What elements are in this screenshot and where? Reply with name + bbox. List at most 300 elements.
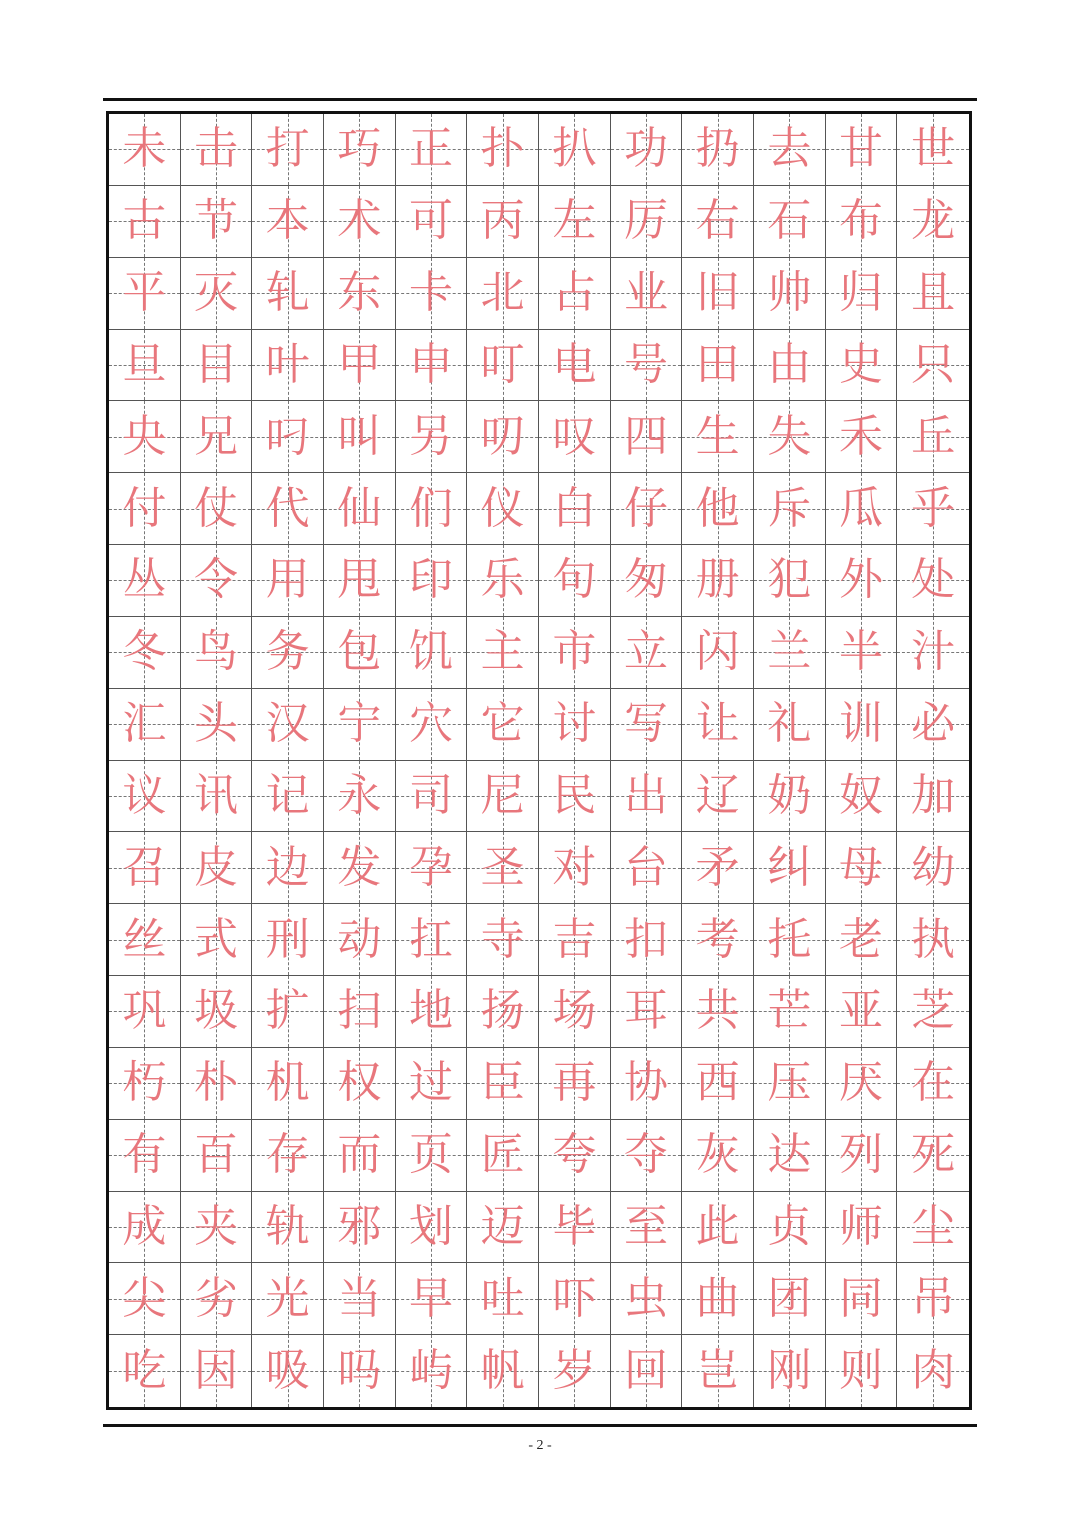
practice-character: 师 xyxy=(838,1200,883,1252)
grid-cell xyxy=(181,976,253,1048)
practice-character: 岂 xyxy=(695,1345,740,1397)
grid-cell xyxy=(324,904,396,976)
grid-cell xyxy=(396,258,468,330)
grid-cell xyxy=(682,689,754,761)
practice-character: 扫 xyxy=(337,985,382,1037)
grid-cell xyxy=(252,761,324,833)
grid-cell xyxy=(324,473,396,545)
grid-cell xyxy=(324,186,396,258)
grid-cell xyxy=(181,473,253,545)
grid-cell xyxy=(754,761,826,833)
grid-cell xyxy=(396,761,468,833)
practice-character: 屿 xyxy=(408,1345,453,1397)
practice-character: 号 xyxy=(623,338,668,390)
grid-cell xyxy=(539,1120,611,1192)
grid-cell xyxy=(611,617,683,689)
grid-cell xyxy=(897,1192,969,1264)
grid-cell xyxy=(396,1192,468,1264)
grid-cell xyxy=(611,761,683,833)
practice-character: 至 xyxy=(623,1200,668,1252)
practice-character: 只 xyxy=(911,338,956,390)
practice-character: 托 xyxy=(767,913,812,965)
grid-cell xyxy=(754,330,826,402)
grid-cell xyxy=(754,401,826,473)
grid-cell xyxy=(897,545,969,617)
practice-character: 机 xyxy=(265,1057,310,1109)
grid-cell xyxy=(611,1048,683,1120)
practice-character: 正 xyxy=(408,123,453,175)
practice-character: 代 xyxy=(265,482,310,534)
practice-character: 仪 xyxy=(480,482,525,534)
grid-cell xyxy=(324,689,396,761)
grid-cell xyxy=(611,904,683,976)
practice-character: 扒 xyxy=(552,123,597,175)
practice-character: 肉 xyxy=(911,1345,956,1397)
practice-character: 务 xyxy=(265,626,310,678)
grid-cell xyxy=(897,473,969,545)
grid-cell xyxy=(539,1048,611,1120)
grid-cell xyxy=(826,1263,898,1335)
practice-character: 协 xyxy=(623,1057,668,1109)
practice-character: 劣 xyxy=(193,1272,238,1324)
grid-cell xyxy=(611,114,683,186)
practice-character: 立 xyxy=(623,626,668,678)
grid-cell xyxy=(826,761,898,833)
practice-character: 吸 xyxy=(265,1345,310,1397)
grid-cell xyxy=(754,1048,826,1120)
grid-cell xyxy=(252,1335,324,1407)
practice-character: 训 xyxy=(838,698,883,750)
practice-character: 亚 xyxy=(838,985,883,1037)
practice-character: 礼 xyxy=(767,698,812,750)
practice-character: 刑 xyxy=(265,913,310,965)
practice-character: 右 xyxy=(695,195,740,247)
practice-character: 四 xyxy=(623,410,668,462)
grid-cell xyxy=(109,114,181,186)
practice-character: 讯 xyxy=(193,769,238,821)
grid-cell xyxy=(897,401,969,473)
practice-character: 册 xyxy=(695,554,740,606)
practice-character: 瓜 xyxy=(838,482,883,534)
grid-cell xyxy=(467,617,539,689)
practice-character: 式 xyxy=(193,913,238,965)
practice-character: 吗 xyxy=(337,1345,382,1397)
practice-character: 纠 xyxy=(767,841,812,893)
practice-character: 光 xyxy=(265,1272,310,1324)
grid-cell xyxy=(754,1263,826,1335)
practice-character: 旧 xyxy=(695,267,740,319)
grid-cell xyxy=(682,1335,754,1407)
practice-character: 页 xyxy=(408,1129,453,1181)
grid-cell xyxy=(826,545,898,617)
practice-character: 用 xyxy=(265,554,310,606)
practice-character: 古 xyxy=(122,195,167,247)
practice-sheet xyxy=(106,111,972,1410)
grid-cell xyxy=(539,1192,611,1264)
practice-character: 朽 xyxy=(122,1057,167,1109)
grid-cell xyxy=(611,689,683,761)
character-grid xyxy=(109,114,969,1407)
practice-character: 叮 xyxy=(480,338,525,390)
practice-character: 吃 xyxy=(122,1345,167,1397)
grid-cell xyxy=(396,401,468,473)
practice-character: 芒 xyxy=(767,985,812,1037)
grid-cell xyxy=(467,545,539,617)
grid-cell xyxy=(324,1048,396,1120)
grid-cell xyxy=(611,1335,683,1407)
grid-cell xyxy=(396,1263,468,1335)
grid-cell xyxy=(252,832,324,904)
practice-character: 本 xyxy=(265,195,310,247)
grid-cell xyxy=(181,545,253,617)
grid-cell xyxy=(252,545,324,617)
practice-character: 夺 xyxy=(623,1129,668,1181)
practice-character: 丘 xyxy=(911,410,956,462)
practice-character: 再 xyxy=(552,1057,597,1109)
practice-character: 丛 xyxy=(122,554,167,606)
practice-character: 司 xyxy=(408,769,453,821)
practice-character: 奴 xyxy=(838,769,883,821)
practice-character: 汇 xyxy=(122,698,167,750)
practice-character: 失 xyxy=(767,410,812,462)
practice-character: 讨 xyxy=(552,698,597,750)
practice-character: 仗 xyxy=(193,482,238,534)
grid-cell xyxy=(324,617,396,689)
practice-character: 汉 xyxy=(265,698,310,750)
grid-cell xyxy=(396,473,468,545)
practice-character: 电 xyxy=(552,338,597,390)
practice-character: 处 xyxy=(911,554,956,606)
grid-cell xyxy=(467,186,539,258)
grid-cell xyxy=(181,114,253,186)
practice-character: 吓 xyxy=(552,1272,597,1324)
grid-cell xyxy=(682,832,754,904)
grid-cell xyxy=(252,330,324,402)
practice-character: 召 xyxy=(122,841,167,893)
grid-cell xyxy=(181,617,253,689)
grid-cell xyxy=(467,330,539,402)
practice-character: 写 xyxy=(623,698,668,750)
practice-character: 头 xyxy=(193,698,238,750)
practice-character: 回 xyxy=(623,1345,668,1397)
grid-cell xyxy=(396,689,468,761)
practice-character: 史 xyxy=(838,338,883,390)
practice-character: 权 xyxy=(337,1057,382,1109)
practice-character: 主 xyxy=(480,626,525,678)
grid-cell xyxy=(682,761,754,833)
practice-character: 加 xyxy=(911,769,956,821)
grid-cell xyxy=(109,473,181,545)
grid-cell xyxy=(396,1120,468,1192)
grid-cell xyxy=(682,473,754,545)
grid-cell xyxy=(682,114,754,186)
grid-cell xyxy=(754,832,826,904)
grid-cell xyxy=(539,832,611,904)
practice-character: 此 xyxy=(695,1200,740,1252)
grid-cell xyxy=(826,1048,898,1120)
practice-character: 扛 xyxy=(408,913,453,965)
practice-character: 同 xyxy=(838,1272,883,1324)
practice-character: 帅 xyxy=(767,267,812,319)
practice-character: 岁 xyxy=(552,1345,597,1397)
practice-character: 巧 xyxy=(337,123,382,175)
grid-cell xyxy=(181,1263,253,1335)
practice-character: 台 xyxy=(623,841,668,893)
practice-character: 央 xyxy=(122,410,167,462)
grid-cell xyxy=(109,1192,181,1264)
grid-cell xyxy=(539,186,611,258)
practice-character: 石 xyxy=(767,195,812,247)
practice-character: 民 xyxy=(552,769,597,821)
grid-cell xyxy=(611,473,683,545)
grid-cell xyxy=(467,1192,539,1264)
grid-cell xyxy=(611,330,683,402)
grid-cell xyxy=(826,904,898,976)
practice-character: 尼 xyxy=(480,769,525,821)
practice-character: 乐 xyxy=(480,554,525,606)
bottom-rule xyxy=(103,1424,977,1427)
grid-cell xyxy=(109,401,181,473)
grid-cell xyxy=(539,904,611,976)
grid-cell xyxy=(682,401,754,473)
grid-cell xyxy=(826,976,898,1048)
practice-character: 它 xyxy=(480,698,525,750)
practice-character: 有 xyxy=(122,1129,167,1181)
practice-character: 厉 xyxy=(623,195,668,247)
practice-character: 扑 xyxy=(480,123,525,175)
grid-cell xyxy=(467,114,539,186)
practice-character: 共 xyxy=(695,985,740,1037)
practice-character: 母 xyxy=(838,841,883,893)
grid-cell xyxy=(181,904,253,976)
grid-cell xyxy=(324,114,396,186)
practice-character: 永 xyxy=(337,769,382,821)
practice-character: 未 xyxy=(122,123,167,175)
grid-cell xyxy=(252,186,324,258)
practice-character: 甘 xyxy=(838,123,883,175)
practice-character: 夹 xyxy=(193,1200,238,1252)
grid-cell xyxy=(611,258,683,330)
practice-character: 贞 xyxy=(767,1200,812,1252)
practice-character: 百 xyxy=(193,1129,238,1181)
practice-character: 迈 xyxy=(480,1200,525,1252)
practice-character: 丙 xyxy=(480,195,525,247)
grid-cell xyxy=(467,1335,539,1407)
grid-cell xyxy=(897,1048,969,1120)
grid-cell xyxy=(611,545,683,617)
grid-cell xyxy=(396,330,468,402)
practice-character: 兰 xyxy=(767,626,812,678)
grid-cell xyxy=(754,1335,826,1407)
practice-character: 尘 xyxy=(911,1200,956,1252)
practice-character: 吐 xyxy=(480,1272,525,1324)
practice-character: 巩 xyxy=(122,985,167,1037)
grid-cell xyxy=(467,1048,539,1120)
practice-character: 由 xyxy=(767,338,812,390)
practice-character: 帆 xyxy=(480,1345,525,1397)
practice-character: 过 xyxy=(408,1057,453,1109)
practice-character: 死 xyxy=(911,1129,956,1181)
grid-cell xyxy=(897,186,969,258)
practice-character: 犯 xyxy=(767,554,812,606)
grid-cell xyxy=(324,1192,396,1264)
practice-character: 吉 xyxy=(552,913,597,965)
grid-cell xyxy=(109,904,181,976)
grid-cell xyxy=(324,976,396,1048)
grid-cell xyxy=(682,258,754,330)
practice-character: 外 xyxy=(838,554,883,606)
practice-character: 汁 xyxy=(911,626,956,678)
practice-character: 龙 xyxy=(911,195,956,247)
practice-character: 包 xyxy=(337,626,382,678)
grid-cell xyxy=(754,689,826,761)
practice-character: 们 xyxy=(408,482,453,534)
practice-character: 他 xyxy=(695,482,740,534)
grid-cell xyxy=(396,832,468,904)
grid-cell xyxy=(109,330,181,402)
practice-character: 左 xyxy=(552,195,597,247)
grid-cell xyxy=(826,1335,898,1407)
practice-character: 东 xyxy=(337,267,382,319)
practice-character: 轨 xyxy=(265,1200,310,1252)
grid-cell xyxy=(109,617,181,689)
practice-character: 闪 xyxy=(695,626,740,678)
practice-character: 圾 xyxy=(193,985,238,1037)
practice-character: 旦 xyxy=(122,338,167,390)
practice-character: 而 xyxy=(337,1129,382,1181)
practice-character: 划 xyxy=(408,1200,453,1252)
grid-cell xyxy=(539,617,611,689)
practice-character: 句 xyxy=(552,554,597,606)
grid-cell xyxy=(897,617,969,689)
practice-character: 归 xyxy=(838,267,883,319)
grid-cell xyxy=(682,1048,754,1120)
grid-cell xyxy=(252,401,324,473)
practice-character: 冬 xyxy=(122,626,167,678)
practice-character: 议 xyxy=(122,769,167,821)
practice-character: 夸 xyxy=(552,1129,597,1181)
grid-cell xyxy=(252,1192,324,1264)
practice-character: 仙 xyxy=(337,482,382,534)
practice-character: 灭 xyxy=(193,267,238,319)
grid-cell xyxy=(539,976,611,1048)
practice-character: 叼 xyxy=(265,410,310,462)
grid-cell xyxy=(252,689,324,761)
practice-character: 发 xyxy=(337,841,382,893)
grid-cell xyxy=(109,1048,181,1120)
grid-cell xyxy=(252,904,324,976)
grid-cell xyxy=(611,1263,683,1335)
grid-cell xyxy=(181,186,253,258)
practice-character: 仔 xyxy=(623,482,668,534)
grid-cell xyxy=(897,330,969,402)
grid-cell xyxy=(539,114,611,186)
practice-character: 压 xyxy=(767,1057,812,1109)
grid-cell xyxy=(396,186,468,258)
grid-cell xyxy=(754,904,826,976)
grid-cell xyxy=(611,1192,683,1264)
grid-cell xyxy=(682,545,754,617)
practice-character: 执 xyxy=(911,913,956,965)
practice-character: 目 xyxy=(193,338,238,390)
practice-character: 去 xyxy=(767,123,812,175)
grid-cell xyxy=(539,473,611,545)
grid-cell xyxy=(826,114,898,186)
grid-cell xyxy=(826,186,898,258)
grid-cell xyxy=(754,1192,826,1264)
practice-character: 生 xyxy=(695,410,740,462)
grid-cell xyxy=(826,617,898,689)
practice-character: 击 xyxy=(193,123,238,175)
grid-cell xyxy=(682,186,754,258)
grid-cell xyxy=(754,114,826,186)
grid-cell xyxy=(682,976,754,1048)
practice-character: 穴 xyxy=(408,698,453,750)
practice-character: 厌 xyxy=(838,1057,883,1109)
practice-character: 早 xyxy=(408,1272,453,1324)
grid-cell xyxy=(109,186,181,258)
grid-cell xyxy=(897,1120,969,1192)
grid-cell xyxy=(109,1263,181,1335)
practice-character: 丝 xyxy=(122,913,167,965)
practice-character: 团 xyxy=(767,1272,812,1324)
grid-cell xyxy=(396,617,468,689)
practice-character: 甩 xyxy=(337,554,382,606)
grid-cell xyxy=(826,832,898,904)
grid-cell xyxy=(754,545,826,617)
grid-cell xyxy=(682,1192,754,1264)
practice-character: 毕 xyxy=(552,1200,597,1252)
practice-character: 鸟 xyxy=(193,626,238,678)
practice-character: 市 xyxy=(552,626,597,678)
practice-character: 寺 xyxy=(480,913,525,965)
practice-character: 功 xyxy=(623,123,668,175)
practice-character: 出 xyxy=(623,769,668,821)
practice-character: 且 xyxy=(911,267,956,319)
practice-character: 奶 xyxy=(767,769,812,821)
grid-cell xyxy=(324,761,396,833)
grid-cell xyxy=(181,1335,253,1407)
grid-cell xyxy=(539,689,611,761)
practice-character: 幼 xyxy=(911,841,956,893)
grid-cell xyxy=(467,1120,539,1192)
practice-character: 当 xyxy=(337,1272,382,1324)
practice-character: 兄 xyxy=(193,410,238,462)
grid-cell xyxy=(252,258,324,330)
practice-character: 半 xyxy=(838,626,883,678)
grid-cell xyxy=(252,617,324,689)
grid-cell xyxy=(897,761,969,833)
grid-cell xyxy=(109,1335,181,1407)
practice-character: 列 xyxy=(838,1129,883,1181)
grid-cell xyxy=(396,904,468,976)
grid-cell xyxy=(539,1335,611,1407)
grid-cell xyxy=(467,904,539,976)
grid-cell xyxy=(897,258,969,330)
practice-character: 世 xyxy=(911,123,956,175)
grid-cell xyxy=(682,904,754,976)
page-number: - 2 - xyxy=(528,1438,552,1453)
practice-character: 节 xyxy=(193,195,238,247)
grid-cell xyxy=(826,401,898,473)
practice-character: 曲 xyxy=(695,1272,740,1324)
practice-character: 扣 xyxy=(623,913,668,965)
practice-character: 动 xyxy=(337,913,382,965)
grid-cell xyxy=(324,545,396,617)
grid-cell xyxy=(682,330,754,402)
grid-cell xyxy=(467,258,539,330)
grid-cell xyxy=(181,1192,253,1264)
